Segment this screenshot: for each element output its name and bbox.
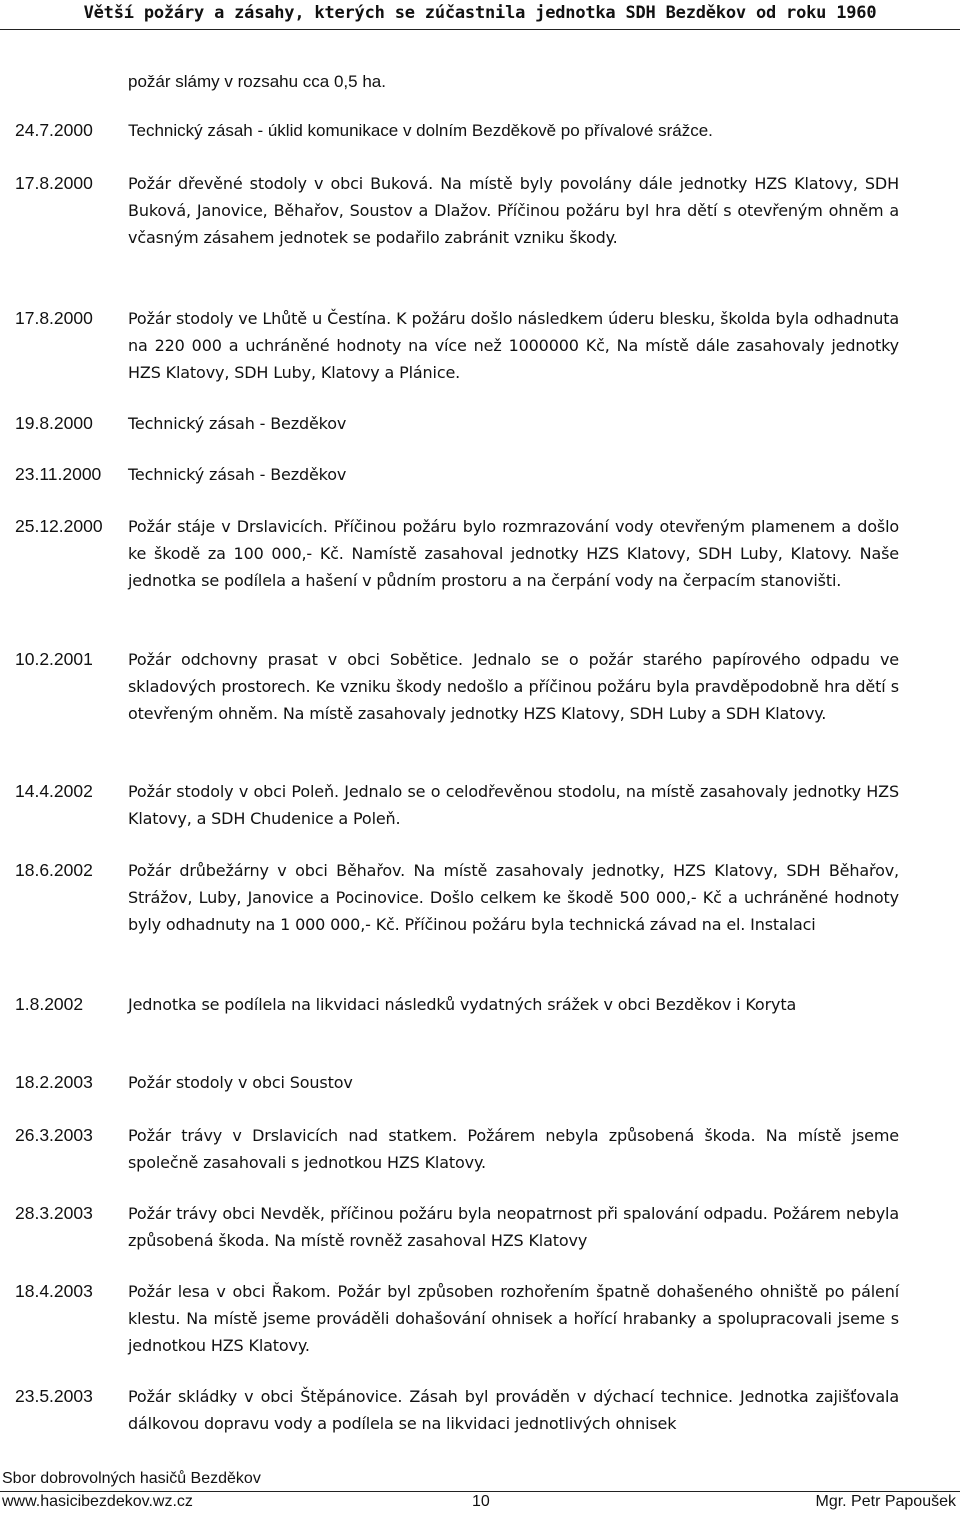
entry-date: 18.6.2002 <box>15 860 93 880</box>
entry-text: Požár lesa v obci Řakom. Požár byl způsoben rozhořením špatně dohašeného ohniště po pálení klestu. Na místě jseme prováděli dohašování ohnisek a hořící hrabanky a spolupracovali jseme s jednotkou HZS Klatovy. <box>128 1282 899 1355</box>
entry-text: Technický zásah - úklid komunikace v dolním Bezděkově po přívalové srážce. <box>128 121 713 140</box>
footer-bar <box>0 1491 960 1514</box>
entry-text: Požár trávy obci Nevděk, příčinou požáru byla neopatrnost při spalování odpadu. Požárem nebyla způsobená škoda. Na místě rovněž zasahoval HZS Klatovy <box>128 1204 899 1250</box>
page-number: 10 <box>472 1493 490 1510</box>
entry-text: Technický zásah - Bezděkov <box>128 414 347 433</box>
page-footer <box>0 1464 960 1512</box>
entry-date: 19.8.2000 <box>15 413 93 433</box>
entry-text: Požár skládky v obci Štěpánovice. Zásah byl prováděn v dýchací technice. Jednotka zajišťovala dálkovou dopravu vody a podílela se na likvidaci jednotlivých ohnisek <box>128 1387 899 1433</box>
footer-organization: Sbor dobrovolných hasičů Bezděkov <box>2 1470 261 1487</box>
entry-text: Požár odchovny prasat v obci Sobětice. Jednalo se o požár starého papírového odpadu ve skladových prostorech. Ke vzniku škody nedošlo a příčinou požáru byla pravděpodobně hra dětí s otevřeným ohněm. Na místě zasahovaly jednotky HZS Klatovy, SDH Luby a SDH Klatovy. <box>128 650 899 723</box>
entry-date: 24.7.2000 <box>15 120 93 140</box>
page-header <box>0 0 960 30</box>
entry-date: 14.4.2002 <box>15 781 93 801</box>
entry-date: 25.12.2000 <box>15 516 103 536</box>
entry-text: požár slámy v rozsahu cca 0,5 ha. <box>128 72 386 91</box>
entry-text: Požár stodoly v obci Poleň. Jednalo se o celodřevěnou stodolu, na místě zasahovaly jednotky HZS Klatovy, a SDH Chudenice a Poleň. <box>128 782 899 828</box>
entry-text: Jednotka se podílela na likvidaci následků vydatných srážek v obci Bezděkov i Koryta <box>128 995 797 1014</box>
entry-text: Požár stáje v Drslavicích. Příčinou požáru bylo rozmrazování vody otevřeným plamenem a došlo ke škodě za 100 000,- Kč. Namístě zasahoval jednotky HZS Klatovy, SDH Luby, Klatovy. Naše jednotka se podílela a hašení v půdním prostoru a na čerpání vody na čerpacím stanovišti. <box>128 517 899 590</box>
entry-date: 23.5.2003 <box>15 1386 93 1406</box>
entry-date: 17.8.2000 <box>15 173 93 193</box>
page-title: Větší požáry a zásahy, kterých se zúčastnila jednotka SDH Bezděkov od roku 1960 <box>83 3 877 23</box>
entry-date: 28.3.2003 <box>15 1203 93 1223</box>
entry-text: Požár stodoly ve Lhůtě u Čestína. K požáru došlo následkem úderu blesku, školda byla odhadnuta na 220 000 a uchráněné hodnoty na více než 1000000 Kč, Na místě dále zasahovaly jednotky HZS Klatovy, SDH Luby, Klatovy a Plánice. <box>128 309 899 382</box>
entry-date: 17.8.2000 <box>15 308 93 328</box>
footer-website: www.hasicibezdekov.wz.cz <box>2 1493 193 1510</box>
entry-text: Požár dřevěné stodoly v obci Buková. Na místě byly povolány dále jednotky HZS Klatovy, SDH Buková, Janovice, Běhařov, Soustov a Dlažov. Příčinou požáru byl hra dětí s otevřeným ohněm a včasným zásahem jednotek se podařilo zabránit vzniku škody. <box>128 174 899 247</box>
entry-text: Požár stodoly v obci Soustov <box>128 1073 353 1092</box>
entry-text: Požár drůbežárny v obci Běhařov. Na místě zasahovaly jednotky, HZS Klatovy, SDH Běhařov, Strážov, Luby, Janovice a Pocinovice. Došlo celkem ke škodě 500 000,- Kč a uchráněné hodnoty byly odhadnuty na 1 000 000,- Kč. Příčinou požáru byla technická závad na el. Instalaci <box>128 861 899 934</box>
entry-date: 18.4.2003 <box>15 1281 93 1301</box>
footer-author: Mgr. Petr Papoušek <box>815 1493 956 1510</box>
entry-date: 26.3.2003 <box>15 1125 93 1145</box>
entry-date: 23.11.2000 <box>15 464 102 484</box>
entry-text: Požár trávy v Drslavicích nad statkem. Požárem nebyla způsobená škoda. Na místě jseme společně zasahovali s jednotkou HZS Klatovy. <box>128 1126 899 1172</box>
entry-date: 1.8.2002 <box>15 994 84 1014</box>
entry-date: 18.2.2003 <box>15 1072 93 1092</box>
entry-text: Technický zásah - Bezděkov <box>128 465 347 484</box>
entry-date: 10.2.2001 <box>15 649 93 669</box>
